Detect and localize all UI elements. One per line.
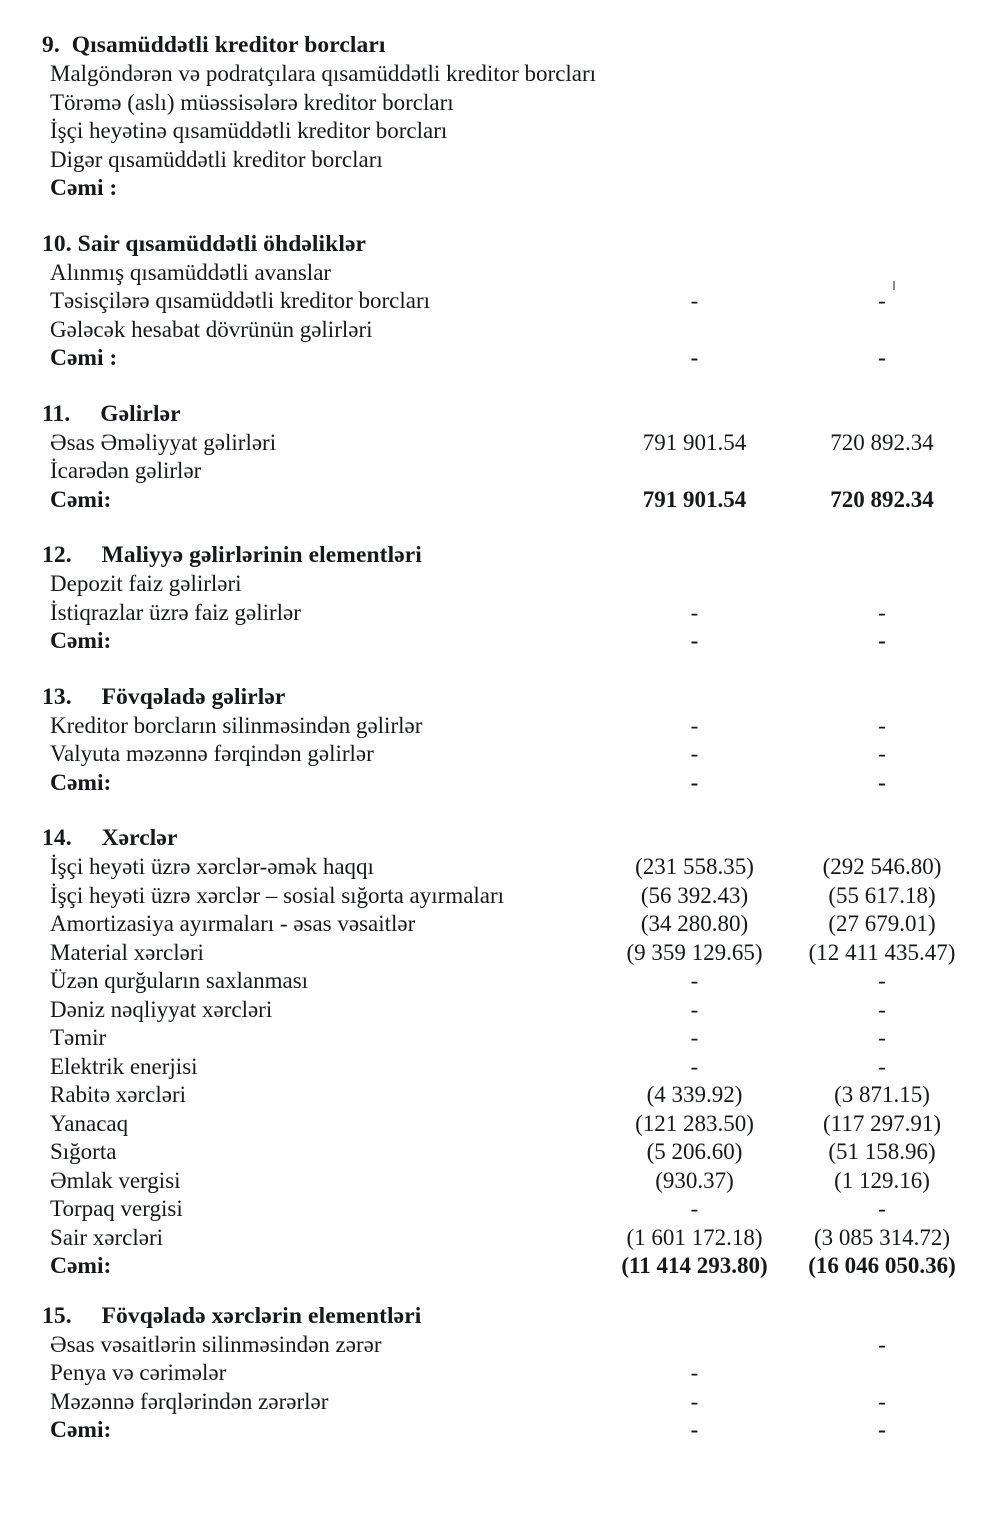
row-label: Depozit faiz gəlirləri — [50, 571, 242, 596]
section-15-number: 15. — [42, 1302, 72, 1329]
row-label: Törəmə (aslı) müəssisələrə kreditor borcları — [50, 89, 454, 115]
row-value-col2: - — [878, 599, 886, 625]
row-label: Malgöndərən və podratçılara qısamüddətli kreditor borcları — [50, 61, 597, 86]
table-row — [42, 1388, 960, 1417]
row-value-col2: - — [878, 996, 886, 1022]
row-value-col2: - — [878, 1053, 886, 1079]
total-value-col2: 720 892.34 — [830, 486, 934, 512]
table-row — [42, 1195, 960, 1224]
total-label: Cəmi: — [50, 486, 112, 513]
section-15 — [0, 1301, 1000, 1445]
table-total-row — [42, 769, 960, 798]
section-13-number: 13. — [42, 683, 72, 710]
table-row — [42, 89, 960, 118]
row-label: Valyuta məzənnə fərqindən gəlirlər — [50, 741, 374, 766]
row-value-col1: 791 901.54 — [642, 429, 747, 455]
table-row — [42, 1359, 960, 1388]
row-value-col2: - — [878, 968, 886, 993]
section-11 — [0, 399, 1000, 515]
row-label: Kreditor borcların silinməsindən gəlirlər — [50, 712, 423, 738]
row-value-col2: - — [878, 741, 886, 766]
section-11-heading — [42, 399, 960, 429]
row-value-col2: - — [878, 1196, 886, 1221]
row-value-col1: - — [690, 1360, 699, 1385]
row-label: Əsas Əməliyyat gəlirləri — [50, 429, 277, 455]
table-row — [42, 996, 960, 1025]
total-label: Cəmi : — [50, 175, 118, 201]
table-row — [42, 1224, 960, 1253]
section-14-heading — [42, 823, 960, 853]
row-label: Rabitə xərcləri — [50, 1082, 187, 1107]
section-14 — [0, 823, 1000, 1281]
row-value-col1: (4 339.92) — [646, 1082, 743, 1107]
row-label: İşçi heyəti üzrə xərclər – sosial sığorta ayırmaları — [50, 882, 505, 908]
row-label: Təmir — [50, 1025, 107, 1050]
spacer — [0, 203, 1000, 229]
row-label: Dəniz nəqliyyat xərcləri — [50, 996, 273, 1022]
stray-mark — [893, 281, 895, 290]
table-row — [42, 259, 960, 288]
table-row — [42, 570, 960, 599]
spacer — [0, 797, 1000, 823]
row-label: Üzən qurğuların saxlanması — [50, 968, 309, 993]
spacer — [0, 373, 1000, 399]
table-row — [42, 60, 960, 89]
row-value-col2: (292 546.80) — [822, 854, 942, 879]
row-label: Məzənnə fərqlərindən zərərlər — [50, 1388, 329, 1414]
total-value-col1: - — [690, 345, 699, 370]
row-value-col2: (3 871.15) — [834, 1082, 930, 1107]
row-label: Torpaq vergisi — [50, 1196, 183, 1221]
section-10-number: 10. — [42, 230, 72, 257]
section-14-title: Xərclər — [101, 825, 178, 851]
row-value-col1: (231 558.35) — [635, 854, 754, 879]
row-label: Təsisçilərə qısamüddətli kreditor borcları — [50, 288, 431, 313]
total-value-col2: - — [878, 769, 886, 795]
section-12-number: 12. — [42, 542, 72, 568]
section-12-title: Maliyyə gəlirlərinin elementləri — [101, 542, 422, 568]
table-row — [42, 599, 960, 628]
row-value-col2: - — [878, 288, 886, 313]
table-row — [42, 1053, 960, 1082]
section-12-heading — [42, 540, 960, 570]
row-value-col2: (27 679.01) — [828, 911, 936, 936]
table-row — [42, 740, 960, 769]
row-value-col2: (1 129.16) — [834, 1167, 930, 1193]
section-11-number: 11. — [42, 400, 71, 427]
row-value-col1: (9 359 129.65) — [626, 939, 763, 965]
row-value-col2: (51 158.96) — [828, 1139, 936, 1164]
section-13-heading — [42, 682, 960, 712]
table-total-row — [42, 486, 960, 515]
total-value-col1: - — [690, 1417, 699, 1442]
row-value-col2: (12 411 435.47) — [808, 939, 956, 965]
row-value-col1: (930.37) — [655, 1167, 734, 1193]
total-value-col2: - — [878, 1417, 886, 1442]
total-value-col2: - — [878, 345, 886, 370]
row-value-col2: - — [878, 712, 886, 738]
row-label: Material xərcləri — [50, 939, 204, 965]
section-10-heading — [42, 229, 960, 259]
total-value-col1: - — [690, 628, 699, 653]
section-9-heading — [42, 30, 960, 60]
table-row — [42, 429, 960, 458]
row-label: Yanacaq — [50, 1110, 129, 1136]
table-row — [42, 910, 960, 939]
row-label: İcarədən gəlirlər — [50, 458, 202, 483]
table-total-row — [42, 627, 960, 656]
section-15-title: Fövqəladə xərclərin elementləri — [101, 1302, 422, 1329]
row-value-col1: - — [690, 1053, 699, 1079]
row-value-col2: - — [878, 1388, 886, 1414]
table-row — [42, 1024, 960, 1053]
row-value-col1: (34 280.80) — [640, 911, 749, 936]
row-value-col1: - — [690, 996, 699, 1022]
row-label: Elektrik enerjisi — [50, 1053, 198, 1079]
row-value-col1: - — [690, 599, 699, 625]
table-row — [42, 1110, 960, 1139]
section-9-number: 9. — [42, 32, 60, 58]
section-13 — [0, 682, 1000, 798]
row-value-col2: (117 297.91) — [823, 1110, 941, 1136]
row-label: Sığorta — [50, 1139, 117, 1164]
row-label: İstiqrazlar üzrə faiz gəlirlər — [50, 599, 301, 625]
total-label: Cəmi: — [50, 628, 112, 654]
row-value-col1: (1 601 172.18) — [626, 1224, 763, 1250]
table-total-row — [42, 1252, 960, 1281]
row-label: Gələcək hesabat dövrünün gəlirləri — [50, 316, 373, 342]
row-value-col1: (121 283.50) — [635, 1110, 754, 1136]
total-label: Cəmi : — [50, 345, 118, 371]
table-row — [42, 1138, 960, 1167]
section-15-heading — [42, 1301, 960, 1331]
row-value-col1: - — [690, 288, 699, 313]
total-label: Cəmi: — [50, 1253, 112, 1279]
row-label: Amortizasiya ayırmaları - əsas vəsaitlər — [50, 911, 416, 936]
table-total-row — [42, 344, 960, 373]
row-value-col1: - — [690, 1025, 699, 1050]
table-row — [42, 1081, 960, 1110]
row-value-col1: (56 392.43) — [640, 882, 749, 908]
table-row — [42, 939, 960, 968]
total-value-col1: (11 414 293.80) — [621, 1253, 768, 1278]
total-value-col1: 791 901.54 — [642, 486, 747, 512]
table-row — [42, 853, 960, 882]
row-label: Alınmış qısamüddətli avanslar — [50, 259, 332, 285]
total-label: Cəmi: — [50, 1417, 112, 1443]
table-row — [42, 967, 960, 996]
row-value-col1: - — [690, 1196, 699, 1221]
table-total-row — [42, 174, 960, 203]
table-row — [42, 1331, 960, 1360]
row-label: Əsas vəsaitlərin silinməsindən zərər — [50, 1331, 382, 1357]
row-value-col1: - — [690, 968, 699, 993]
row-value-col2: - — [878, 1331, 886, 1357]
row-label: İşçi heyəti üzrə xərclər-əmək haqqı — [50, 854, 374, 879]
row-label: İşçi heyətinə qısamüddətli kreditor borcları — [50, 118, 448, 143]
table-row — [42, 146, 960, 175]
section-10 — [0, 229, 1000, 373]
row-value-col1: - — [690, 741, 699, 766]
total-value-col1: - — [690, 769, 699, 795]
row-value-col2: - — [878, 1025, 886, 1050]
row-value-col2: (3 085 314.72) — [813, 1224, 951, 1250]
table-row — [42, 117, 960, 146]
row-value-col2: (55 617.18) — [828, 882, 936, 908]
row-value-col2: 720 892.34 — [830, 429, 934, 455]
total-label: Cəmi: — [50, 769, 112, 796]
table-row — [42, 882, 960, 911]
section-11-title: Gəlirlər — [100, 400, 181, 427]
section-12 — [0, 540, 1000, 656]
table-row — [42, 712, 960, 741]
row-value-col1: - — [690, 1388, 699, 1414]
section-9 — [0, 0, 1000, 203]
row-value-col1: (5 206.60) — [646, 1139, 743, 1164]
section-14-number: 14. — [42, 825, 72, 851]
spacer — [0, 1281, 1000, 1301]
table-total-row — [42, 1416, 960, 1445]
spacer — [0, 656, 1000, 682]
section-9-title: Qısamüddətli kreditor borcları — [71, 32, 386, 58]
section-13-title: Fövqəladə gəlirlər — [101, 683, 286, 710]
table-row — [42, 287, 960, 316]
table-row — [42, 316, 960, 345]
row-label: Əmlak vergisi — [50, 1167, 181, 1193]
row-label: Penya və cərimələr — [50, 1360, 227, 1385]
row-label: Digər qısamüddətli kreditor borcları — [50, 146, 383, 172]
row-label: Sair xərcləri — [50, 1224, 164, 1250]
spacer — [0, 514, 1000, 540]
total-value-col2: (16 046 050.36) — [808, 1253, 956, 1278]
section-10-title: Sair qısamüddətli öhdəliklər — [77, 230, 367, 257]
total-value-col2: - — [878, 628, 886, 653]
table-row — [42, 457, 960, 486]
table-row — [42, 1167, 960, 1196]
row-value-col1: - — [690, 712, 699, 738]
